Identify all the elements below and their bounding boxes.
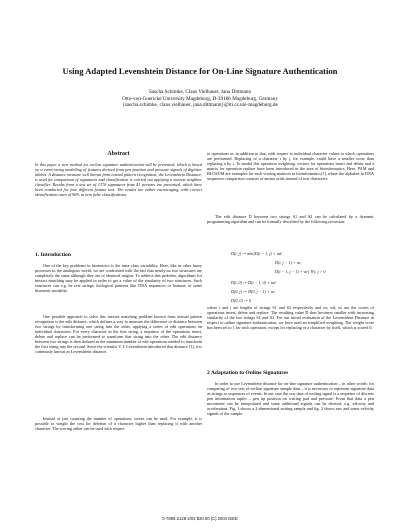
author-names: Sascha Schimke, Claus Vielhauer, Jana Dittmann <box>148 89 252 95</box>
author-affiliation: Otto-von-Guericke University Magdeburg, D-39106 Magdeburg, Germany <box>122 95 278 102</box>
equation-line-3: D(i − 1, j − 1) + wr] ∀ i, j > 0 <box>275 269 326 274</box>
intro-paragraph-1: One of the key problems in biometrics is the intra-class variability. Here, like in other fuzzy processes in the analogous world, we are confronted with the fact that nearly no two structures are completely the same although they are of identical origins. To address this problem, algorithms for inexact matching may be applied in order to get a value of the similarity of two structures. Such structures can e.g. be text strings, biological patterns like DNA sequences or features of some biometric modality. <box>35 263 202 293</box>
equation-line-2: D(i, j − 1) + wi, <box>275 260 302 265</box>
author-block <box>40 89 360 109</box>
section-heading-introduction: 1. Introduction <box>35 252 71 258</box>
abstract-heading: Abstract <box>107 151 130 157</box>
intro-paragraph-2: One possible approach to solve this inexact matching problem known from textual pattern recognition is the edit distance, which defines a way to measure the difference or distance between two strings by transforming one string into the other, applying a series of edit operations on individual characters. For every character in the first string, a sequence of the operations insert, delete and replace can be performed to transform that string into the other. The edit distance between two strings is then defined as the minimum number of edit operations needed to transform the first string into the second. Since the scientist V. I. Levenshtein introduced that distance [3], it is commonly known as Levenshtein distance. <box>35 314 202 354</box>
right-paragraph-2: The edit distance D between two strings S1 and S2 can be calculated by a dynamic programming algorithm and can be formally described by the following recursion: <box>207 214 374 224</box>
equation-line-5: D(0, j) := D(0, j − 1) + wi <box>231 289 275 294</box>
equation-line-1: D(i, j) := min[D(i − 1, j) + wd, <box>231 251 283 256</box>
intro-paragraph-3: Instead of just counting the number of operations, scores can be used. For example, it is possible to weight the cost for deletion of a character higher than replacing it with another character. The scoring either can be used with respect <box>35 416 202 431</box>
copyright-footer: 0-7695-2128-2/04 $20.00 (C) 2004 IEEE <box>162 516 238 521</box>
right-paragraph-3: where i and j are lengths of strings S1 and S2 respectively and wr, wd, wi are the scores of operations insert, delete and replace. The resulting value D thus becomes smaller with increasing similarity of the two strings S1 and S2. For our initial evaluation of the Levenshtein Distance in respect to online signature authentication, we have used an simplified weighting. The weight score has been set to 1 for each operation, except for replacing of a character by itself, which is scored 0. <box>207 305 374 330</box>
section-heading-adaptation: 2 Adaptation to Online Signatures <box>207 370 289 376</box>
paper-title: Using Adapted Levenshtein Distance for On-Line Signature Authentication <box>62 66 338 76</box>
right-paragraph-1: to operations or, in addition to that, with respect to individual character values to which operations are performed. Replacing of a character i by j, for example, could have a smaller score than replacing a by t. To model this operation weighting, vectors for operations insert and delete and a matrix for operation replace have been introduced in the area of bioinformatics. Here, PAM and BLOSUM are examples for such scoring matrices in bioinformatics[1], where the alphabet in DNA sequences comparison consists of amino acids instead of text characters. <box>207 151 374 181</box>
equation-line-4: D(i, 0) := D(i − 1, 0) + wd <box>231 280 276 285</box>
author-emails: {sascha.schimke, claus.vielhauer, jana.dittmann}@iti.cs.uni-magdeburg.de <box>122 102 278 109</box>
adaptation-paragraph: In order to use Levenshtein distance for on-line signature authentication – in other words: for comparing of two sets of on-line signature sample data – it is necessary to represent signature data as strings or sequences of events. In our case the raw data of writing signal is a sequence of discrete pen information tuples – pen tip position on writing pad and pressure. From that data a pen movement can be interpolated and some additional signals can be derived, e.g. velocity and acceleration. Fig. 1 shows a 2-dimensional writing sample and fig. 2 shows raw and some velocity signals of the sample. <box>207 381 374 416</box>
equation-line-6: D(0, 0) := 0 <box>231 298 252 303</box>
abstract-text: In this paper a new method for on-line signature authentication will be presented, which is based on a event-string modelling of features derived from pen-position and pressure signals of digitizer tablets. A distance measure well known from textual pattern recognition, the Levenshtein Distance, is used for comparison of signatures and classification is carried out applying a nearest neighbor classifier. Results from a test set of 1376 signatures from 41 persons are presented, which have been conducted for four different feature sets. The results are rather encouraging, with correct identification rates of 96% at zero false classifications. <box>35 162 202 197</box>
